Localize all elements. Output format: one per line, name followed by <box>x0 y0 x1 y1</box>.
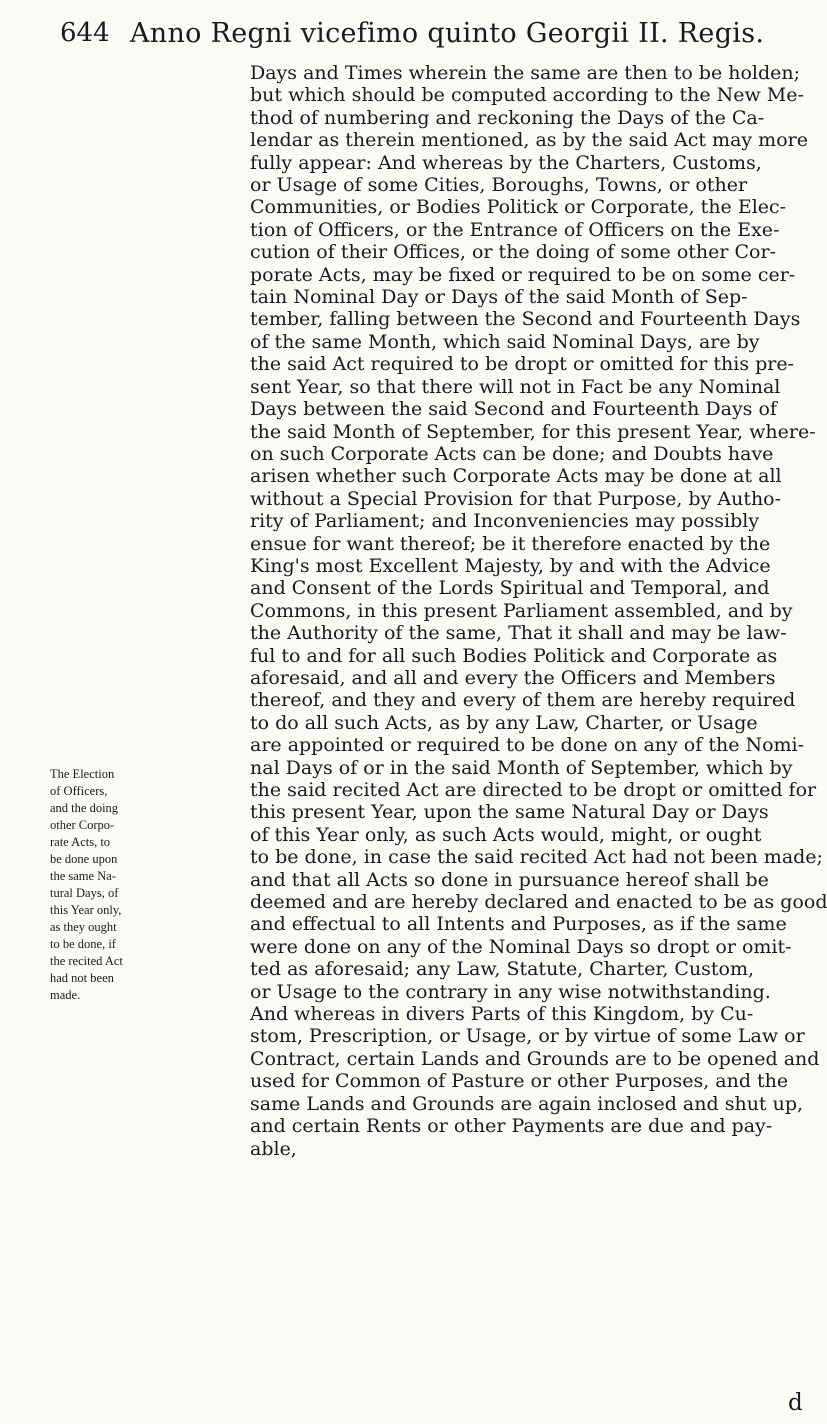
body-line: to do all such Acts, as by any Law, Charter, or Usage <box>250 711 758 734</box>
body-line: of this Year only, as such Acts would, might, or ought <box>250 823 762 846</box>
body-line: arisen whether such Corporate Acts may be done at all <box>250 465 782 488</box>
body-line: thod of numbering and reckoning the Days of the Ca- <box>250 106 765 129</box>
body-line: tember, falling between the Second and Fourteenth Days <box>250 308 801 331</box>
body-line: sent Year, so that there will not in Fact be any Nominal <box>250 375 781 398</box>
body-line: the said Act required to be dropt or omitted for this pre- <box>250 353 795 376</box>
body-line: stom, Prescription, or Usage, or by virtue of some Law or <box>250 1025 805 1048</box>
body-line: the Authority of the same, That it shall and may be law- <box>250 622 787 645</box>
page-number: 644 <box>60 18 110 48</box>
body-line: Commons, in this present Parliament assembled, and by <box>250 599 793 622</box>
marginal-note-line: this Year only, <box>50 903 122 917</box>
body-line: deemed and are hereby declared and enacted to be as good <box>250 891 827 914</box>
body-line: are appointed or required to be done on any of the Nomi- <box>250 734 805 757</box>
marginal-note-line: had not been <box>50 971 114 985</box>
body-line: tion of Officers, or the Entrance of Officers on the Exe- <box>250 218 780 241</box>
marginal-note-line: and the doing <box>50 801 119 815</box>
body-line: lendar as therein mentioned, as by the said Act may more <box>250 129 808 152</box>
body-line: or Usage to the contrary in any wise notwithstanding. <box>250 980 771 1003</box>
body-line: porate Acts, may be fixed or required to be on some cer- <box>250 263 796 286</box>
body-line: the said Month of September, for this present Year, where- <box>250 420 816 443</box>
marginal-note-line: other Corpo- <box>50 818 115 832</box>
body-line: able, <box>250 1137 297 1160</box>
marginal-note-line: of Officers, <box>50 784 108 798</box>
body-line: used for Common of Pasture or other Purposes, and the <box>250 1070 789 1093</box>
marginal-note-line: to be done, if <box>50 937 116 951</box>
body-line: the said recited Act are directed to be dropt or omitted for <box>250 779 817 801</box>
body-line: or Usage of some Cities, Boroughs, Towns, or other <box>250 174 748 197</box>
body-line: on such Corporate Acts can be done; and Doubts have <box>250 442 774 465</box>
body-line: ful to and for all such Bodies Politick and Corporate as <box>250 644 778 667</box>
running-head: Anno Regni vicefimo quinto Georgii II. Regis. <box>130 18 765 49</box>
body-line: King's most Excellent Majesty, by and with the Advice <box>250 554 771 577</box>
body-line: nal Days of or in the said Month of September, which by <box>250 756 793 779</box>
body-line: rity of Parliament; and Inconveniencies may possibly <box>250 510 760 533</box>
marginal-note-line: be done upon <box>50 852 118 866</box>
body-line: this present Year, upon the same Natural Day or Days <box>250 801 769 824</box>
body-line: Days and Times wherein the same are then to be holden; <box>250 62 801 84</box>
marginal-note-line: made. <box>50 988 81 1002</box>
marginal-note-line: the recited Act <box>50 954 123 968</box>
marginal-note <box>50 766 146 1004</box>
body-line: ted as aforesaid; any Law, Statute, Charter, Custom, <box>250 958 755 981</box>
body-line: and effectual to all Intents and Purposes, as if the same <box>250 913 787 936</box>
body-line: cution of their Offices, or the doing of some other Cor- <box>250 241 776 264</box>
body-line: same Lands and Grounds are again inclosed and shut up, <box>250 1092 804 1115</box>
body-line: and Consent of the Lords Spiritual and Temporal, and <box>250 577 770 600</box>
body-line: to be done, in case the said recited Act had not been made; <box>250 846 823 869</box>
marginal-note-line: as they ought <box>50 920 117 934</box>
body-line: fully appear: And whereas by the Charters, Customs, <box>250 151 762 174</box>
body-line: Days between the said Second and Fourteenth Days of <box>250 398 777 421</box>
body-line: tain Nominal Day or Days of the said Month of Sep- <box>250 286 748 309</box>
marginal-note-line: tural Days, of <box>50 886 119 900</box>
body-line: Communities, or Bodies Politick or Corporate, the Elec- <box>250 196 787 219</box>
body-line: without a Special Provision for that Purpose, by Autho- <box>250 487 782 510</box>
marginal-note-line: the same Na- <box>50 869 116 883</box>
body-line: and certain Rents or other Payments are due and pay- <box>250 1115 773 1138</box>
body-line: Contract, certain Lands and Grounds are to be opened and <box>250 1047 820 1070</box>
body-line: of the same Month, which said Nominal Days, are by <box>250 330 760 353</box>
body-line: ensue for want thereof; be it therefore enacted by the <box>250 532 771 555</box>
body-line: thereof, and they and every of them are hereby required <box>250 689 796 712</box>
body-line: aforesaid, and all and every the Officers and Members <box>250 666 776 689</box>
body-line: And whereas in divers Parts of this Kingdom, by Cu- <box>250 1003 754 1026</box>
signature-mark: d <box>788 1390 803 1416</box>
statute-body-text <box>250 62 827 1160</box>
marginal-note-line: The Election <box>50 767 115 781</box>
body-line: but which should be computed according to the New Me- <box>250 84 804 107</box>
body-line: were done on any of the Nominal Days so dropt or omit- <box>250 935 792 958</box>
body-line: and that all Acts so done in pursuance hereof shall be <box>250 868 769 891</box>
marginal-note-line: rate Acts, to <box>50 835 111 849</box>
